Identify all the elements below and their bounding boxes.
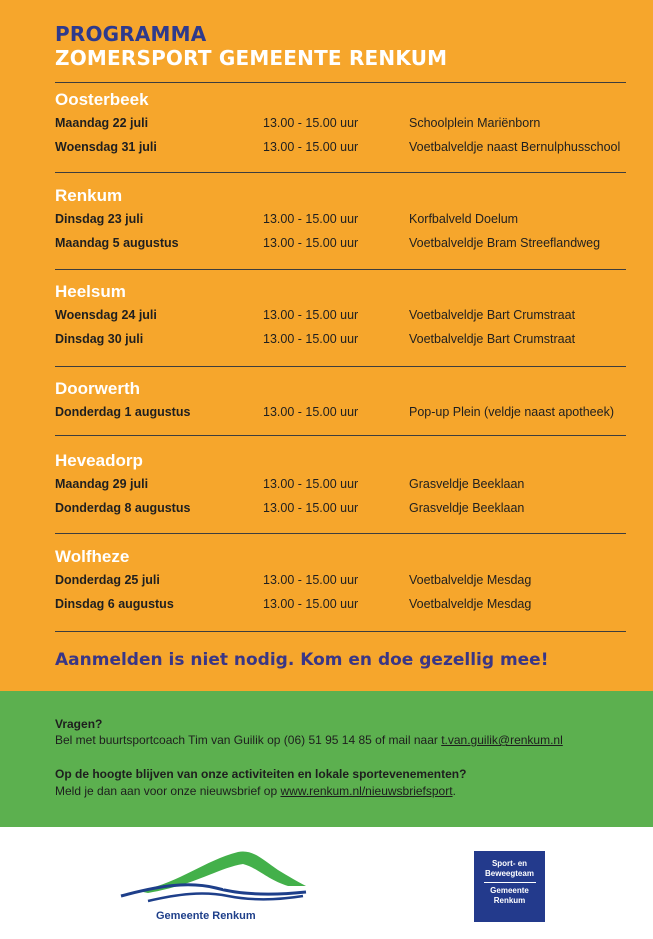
schedule-row [55, 400, 626, 424]
section-oosterbeek [55, 89, 626, 159]
newsletter-text: Meld je dan aan voor onze nieuwsbrief op [55, 784, 281, 798]
schedule-location: Voetbalveldje naast Bernulphusschool [409, 140, 621, 154]
schedule-location: Voetbalveldje Mesdag [409, 597, 532, 611]
divider [55, 269, 626, 270]
divider [55, 366, 626, 367]
sport-beweegteam-badge [474, 851, 545, 922]
email-link[interactable]: t.van.guilik@renkum.nl [441, 733, 563, 747]
place-name: Oosterbeek [55, 90, 149, 109]
schedule-time: 13.00 - 15.00 uur [263, 501, 359, 515]
place-name: Renkum [55, 186, 123, 205]
schedule-row [55, 231, 626, 255]
badge-divider [484, 882, 536, 883]
schedule-location: Voetbalveldje Bart Crumstraat [409, 332, 576, 346]
schedule-location: Grasveldje Beeklaan [409, 501, 525, 515]
schedule-row [55, 496, 626, 520]
gemeente-renkum-logo [118, 846, 308, 906]
place-name: Heveadorp [55, 451, 143, 470]
place-name: Heelsum [55, 282, 126, 301]
contact-heading [55, 716, 102, 733]
schedule-location: Schoolplein Mariënborn [409, 116, 541, 130]
schedule-location: Korfbalveld Doelum [409, 212, 519, 226]
newsletter-heading [55, 766, 466, 783]
program-title: PROGRAMMA [55, 22, 207, 46]
place-name: Doorwerth [55, 379, 140, 398]
schedule-day: Maandag 29 juli [55, 477, 149, 491]
schedule-day: Woensdag 24 juli [55, 308, 157, 322]
divider [55, 631, 626, 632]
schedule-row [55, 207, 626, 231]
section-wolfheze [55, 546, 626, 616]
divider [55, 172, 626, 173]
schedule-day: Donderdag 1 augustus [55, 405, 191, 419]
schedule-row [55, 472, 626, 496]
section-heelsum [55, 281, 626, 351]
place-name: Wolfheze [55, 547, 130, 566]
schedule-time: 13.00 - 15.00 uur [263, 405, 359, 419]
schedule-time: 13.00 - 15.00 uur [263, 597, 359, 611]
section-renkum [55, 185, 626, 255]
program-subtitle: ZOMERSPORT GEMEENTE RENKUM [55, 46, 448, 70]
schedule-time: 13.00 - 15.00 uur [263, 116, 359, 130]
schedule-time: 13.00 - 15.00 uur [263, 332, 359, 346]
schedule-time: 13.00 - 15.00 uur [263, 212, 359, 226]
contact-text: Bel met buurtsportcoach Tim van Guilik op (06) 51 95 14 85 of mail naar [55, 733, 442, 747]
schedule-row [55, 135, 626, 159]
schedule-day: Donderdag 25 juli [55, 573, 160, 587]
contact-panel [0, 691, 653, 827]
schedule-time: 13.00 - 15.00 uur [263, 573, 359, 587]
schedule-day: Donderdag 8 augustus [55, 501, 191, 515]
schedule-day: Dinsdag 30 juli [55, 332, 144, 346]
badge-line: Sport- en [491, 859, 528, 868]
schedule-location: Voetbalveldje Mesdag [409, 573, 532, 587]
schedule-row [55, 303, 626, 327]
schedule-day: Woensdag 31 juli [55, 140, 157, 154]
divider [55, 82, 626, 83]
badge-line: Gemeente [490, 886, 529, 895]
schedule-time: 13.00 - 15.00 uur [263, 308, 359, 322]
call-to-action: Aanmelden is niet nodig. Kom en doe gezellig mee! [55, 650, 549, 670]
schedule-day: Dinsdag 6 augustus [55, 597, 174, 611]
newsletter-link[interactable]: www.renkum.nl/nieuwsbriefsport [280, 784, 453, 798]
schedule-time: 13.00 - 15.00 uur [263, 477, 359, 491]
schedule-day: Dinsdag 23 juli [55, 212, 144, 226]
newsletter-heading-text: Op de hoogte blijven van onze activiteiten en lokale sportevenementen? [55, 767, 467, 781]
schedule-time: 13.00 - 15.00 uur [263, 236, 359, 250]
schedule-location: Voetbalveldje Bart Crumstraat [409, 308, 576, 322]
schedule-location: Pop-up Plein (veldje naast apotheek) [409, 405, 614, 419]
logo-caption: Gemeente Renkum [156, 910, 256, 922]
section-doorwerth [55, 378, 626, 424]
schedule-day: Maandag 22 juli [55, 116, 149, 130]
schedule-time: 13.00 - 15.00 uur [263, 140, 359, 154]
newsletter-period: . [452, 784, 456, 798]
divider [55, 435, 626, 436]
schedule-location: Grasveldje Beeklaan [409, 477, 525, 491]
schedule-row [55, 568, 626, 592]
schedule-row [55, 111, 626, 135]
badge-line: Renkum [493, 896, 526, 905]
divider [55, 533, 626, 534]
schedule-row [55, 327, 626, 351]
schedule-day: Maandag 5 augustus [55, 236, 179, 250]
badge-line: Beweegteam [485, 869, 534, 878]
schedule-row [55, 592, 626, 616]
contact-heading-text: Vragen? [55, 717, 103, 731]
schedule-location: Voetbalveldje Bram Streeflandweg [409, 236, 601, 250]
contact-line [55, 732, 563, 749]
newsletter-line [55, 783, 456, 800]
section-heveadorp [55, 450, 626, 520]
